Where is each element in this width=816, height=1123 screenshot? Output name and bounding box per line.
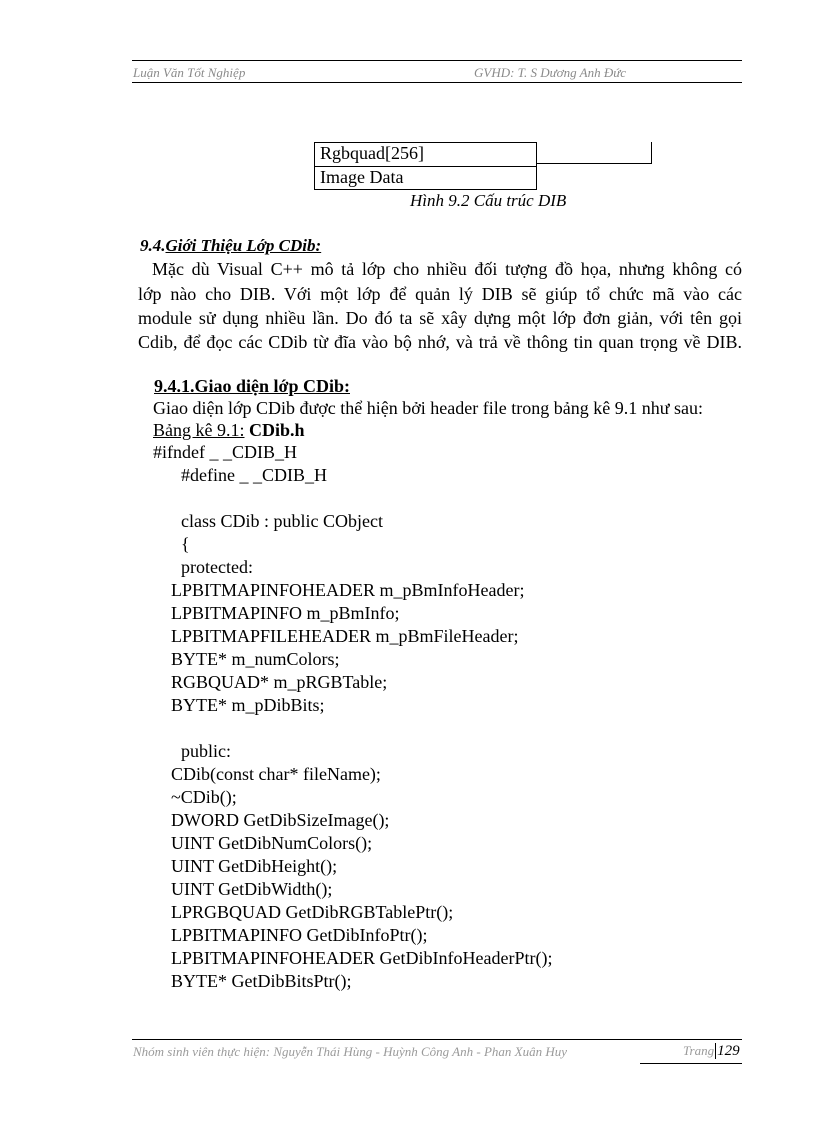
section-number: 9.4. bbox=[140, 236, 166, 255]
paragraph-line-3: module sử dụng nhiều lần. Do đó ta sẽ xây dựng một lớp đơn giản, với tên gọi bbox=[138, 308, 742, 328]
code-line: LPBITMAPFILEHEADER m_pBmFileHeader; bbox=[171, 626, 519, 646]
figure-caption: Hình 9.2 Cấu trúc DIB bbox=[410, 191, 567, 210]
paragraph-text-1: Mặc dù Visual C++ mô tả lớp cho nhiều đối tượng đồ họa, nhưng không có bbox=[152, 259, 742, 279]
code-line: UINT GetDibNumColors(); bbox=[171, 833, 373, 853]
table-row-rgbquad: Rgbquad[256] bbox=[314, 142, 537, 167]
code-listing bbox=[153, 441, 552, 993]
subsection-title: Giao diện lớp CDib: bbox=[194, 376, 350, 396]
code-line: DWORD GetDibSizeImage(); bbox=[171, 810, 390, 830]
subsection-number: 9.4.1. bbox=[154, 376, 195, 396]
paragraph-line-1 bbox=[138, 259, 742, 280]
footer-rule bbox=[132, 1039, 742, 1040]
listing-file: CDib.h bbox=[249, 420, 305, 440]
listing-caption bbox=[153, 420, 305, 441]
header-bottom-rule bbox=[132, 82, 742, 83]
subsection-heading bbox=[154, 376, 350, 397]
footer-page-number: 129 bbox=[717, 1043, 740, 1059]
code-line: LPRGBQUAD GetDibRGBTablePtr(); bbox=[171, 902, 454, 922]
listing-label: Bảng kê 9.1: bbox=[153, 420, 245, 440]
code-line: RGBQUAD* m_pRGBTable; bbox=[171, 672, 388, 692]
footer-bottom-rule bbox=[640, 1063, 742, 1064]
paragraph-line-2: lớp nào cho DIB. Với một lớp để quản lý DIB sẽ giúp tổ chức mã vào các bbox=[138, 284, 742, 304]
code-line: #ifndef _ _CDIB_H bbox=[153, 442, 297, 462]
code-line: LPBITMAPINFOHEADER m_pBmInfoHeader; bbox=[171, 580, 525, 600]
header-top-rule bbox=[132, 60, 742, 61]
footer-page-label: Trang bbox=[683, 1043, 715, 1058]
table-row-extension-tick bbox=[651, 142, 652, 164]
footer-authors: Nhóm sinh viên thực hiện: Nguyễn Thái Hùng - Huỳnh Công Anh - Phan Xuân Huy bbox=[133, 1044, 567, 1059]
code-line: public: bbox=[181, 741, 231, 761]
code-line: { bbox=[181, 534, 190, 554]
code-line: UINT GetDibHeight(); bbox=[171, 856, 338, 876]
code-line: LPBITMAPINFO m_pBmInfo; bbox=[171, 603, 400, 623]
paragraph-line-4: Cdib, để đọc các CDib từ đĩa vào bộ nhớ, và trả về thông tin quan trọng về DIB. bbox=[138, 332, 742, 352]
subsection-intro: Giao diện lớp CDib được thể hiện bởi header file trong bảng kê 9.1 như sau: bbox=[153, 398, 703, 418]
footer-page bbox=[683, 1042, 740, 1060]
code-line bbox=[153, 487, 552, 510]
code-line: BYTE* m_pDibBits; bbox=[171, 695, 325, 715]
header-left-title: Luận Văn Tốt Nghiệp bbox=[133, 65, 246, 80]
code-line bbox=[153, 717, 552, 740]
code-line: UINT GetDibWidth(); bbox=[171, 879, 333, 899]
code-line: protected: bbox=[181, 557, 253, 577]
code-line: ~CDib(); bbox=[171, 787, 237, 807]
code-line: BYTE* GetDibBitsPtr(); bbox=[171, 971, 352, 991]
code-line: class CDib : public CObject bbox=[181, 511, 383, 531]
code-line: LPBITMAPINFO GetDibInfoPtr(); bbox=[171, 925, 428, 945]
code-line: CDib(const char* fileName); bbox=[171, 764, 381, 784]
code-line: #define _ _CDIB_H bbox=[181, 465, 327, 485]
code-line: BYTE* m_numColors; bbox=[171, 649, 340, 669]
section-title: Giới Thiệu Lớp CDib: bbox=[165, 236, 322, 255]
section-heading bbox=[140, 236, 321, 256]
table-row-extension-line bbox=[536, 163, 652, 164]
header-right-advisor: GVHD: T. S Dương Anh Đức bbox=[474, 65, 627, 80]
code-line: LPBITMAPINFOHEADER GetDibInfoHeaderPtr(); bbox=[171, 948, 553, 968]
table-row-image-data: Image Data bbox=[314, 166, 537, 190]
